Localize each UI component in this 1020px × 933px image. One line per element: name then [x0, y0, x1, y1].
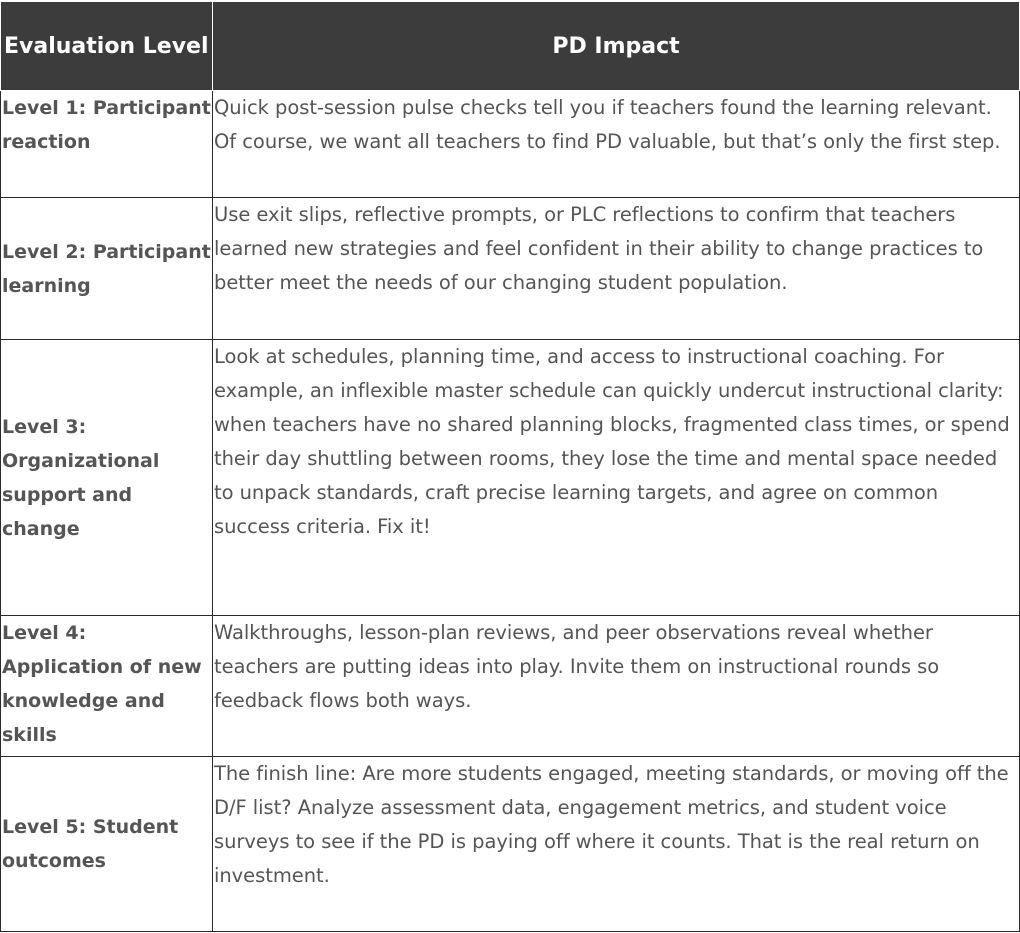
level-cell: Level 4: Application of new knowledge and skills — [1, 616, 213, 757]
evaluation-table-container — [0, 2, 1019, 932]
impact-cell: Walkthroughs, lesson-plan reviews, and peer observations reveal whether teachers are putting ideas into play. Invite them on instructional rounds so feedback flows both ways. — [213, 616, 1020, 757]
impact-cell: Use exit slips, reflective prompts, or PLC reflections to confirm that teachers learned new strategies and feel confident in their ability to change practices to better meet the needs of our changing student population. — [213, 198, 1020, 340]
impact-cell: The finish line: Are more students engaged, meeting standards, or moving off the D/F list? Analyze assessment data, engagement metrics, and student voice surveys to see if the PD is paying off where it counts. That is the real return on investment. — [213, 757, 1020, 932]
table-body — [1, 91, 1020, 932]
impact-cell: Look at schedules, planning time, and access to instructional coaching. For example, an inflexible master schedule can quickly undercut instructional clarity: when teachers have no shared planning blocks, fragmented class times, or spend their day shuttling between rooms, they lose the time and mental space needed to unpack standards, craft precise learning targets, and agree on common success criteria. Fix it! — [213, 340, 1020, 616]
level-cell: Level 3: Organizational support and change — [1, 340, 213, 616]
table-header — [1, 2, 1020, 91]
table-row — [1, 198, 1020, 340]
table-row — [1, 340, 1020, 616]
table-row — [1, 91, 1020, 198]
level-cell: Level 5: Student outcomes — [1, 757, 213, 932]
table-row — [1, 757, 1020, 932]
level-cell: Level 2: Participant learning — [1, 198, 213, 340]
header-pd-impact: PD Impact — [213, 2, 1020, 91]
header-row — [1, 2, 1020, 91]
level-cell: Level 1: Participant reaction — [1, 91, 213, 198]
evaluation-table — [0, 2, 1020, 932]
impact-cell: Quick post-session pulse checks tell you if teachers found the learning relevant. Of course, we want all teachers to find PD valuable, but that’s only the first step. — [213, 91, 1020, 198]
table-row — [1, 616, 1020, 757]
header-evaluation-level: Evaluation Level — [1, 2, 213, 91]
